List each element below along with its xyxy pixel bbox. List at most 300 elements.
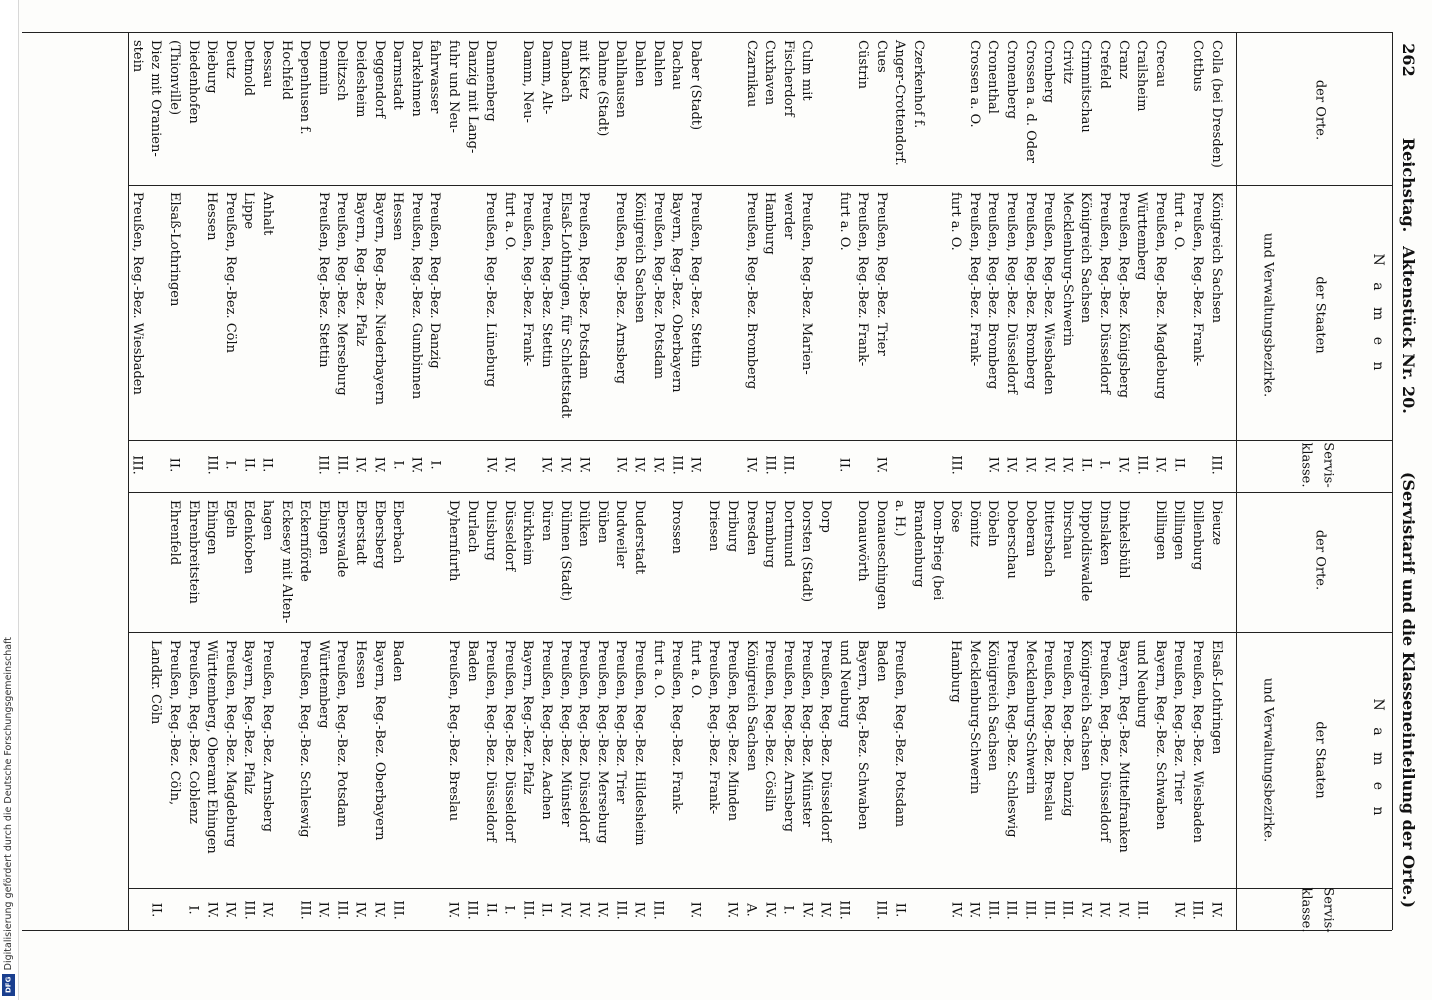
right-table-staat-17: Preußen, Reg.-Bez. Potsdam bbox=[892, 640, 908, 828]
left-table-ort-37: Damm, Neu- bbox=[520, 40, 536, 123]
right-table-staat-47: Preußen, Reg.-Bez. Potsdam bbox=[334, 640, 350, 828]
right-table-staat-1: Preußen, Reg.-Bez. Wiesbaden bbox=[1189, 640, 1205, 843]
right-table-staat-56: Preußen, Reg.-Bez. Cöln, bbox=[166, 640, 182, 806]
left-table-staat-10: Preußen, Reg.-Bez. Bromberg bbox=[1022, 192, 1038, 390]
left-table-ort-22: Culm mit bbox=[799, 40, 815, 101]
left-table-ort-54: Dieburg bbox=[204, 40, 220, 94]
left-table-staat-8: Mecklenburg-Schwerin bbox=[1059, 192, 1075, 347]
left-table-ort-30: Dahlen bbox=[650, 40, 666, 87]
right-table-staat-39: Preußen, Reg.-Bez. Düsseldorf bbox=[483, 640, 499, 842]
right-table-staat-34: Preußen, Reg.-Bez. Düsseldorf bbox=[576, 640, 592, 842]
digitization-note: Digitalisierung gefördert durch die Deutsche Forschungsgemeinschaft bbox=[3, 636, 14, 970]
header-subtitle: (Servistarif und die Klasseneinteilung der Orte.) bbox=[1399, 471, 1418, 909]
right-table-ort-37: Dürkheim bbox=[520, 500, 536, 566]
right-table-staat-35: Preußen, Reg.-Bez. Münster bbox=[557, 640, 573, 827]
left-table-ort-24: Cuxhaven bbox=[762, 40, 778, 106]
left-table-staat-20: furt a. O. bbox=[836, 192, 852, 251]
right-table-staat-29: Preußen, Reg.-Bez. Frank- bbox=[669, 640, 685, 815]
right-table-ort-33: Düben bbox=[594, 500, 610, 544]
left-table-staat-47: Preußen, Reg.-Bez. Merseburg bbox=[334, 192, 350, 396]
header-title: Reichstag. bbox=[1399, 137, 1418, 233]
left-table-staat-52: Lippe bbox=[241, 192, 257, 230]
left-table-klasse-54: III. bbox=[204, 455, 220, 475]
right-table-klasse-39: II. bbox=[483, 902, 499, 918]
left-table-staat-7: Königreich Sachsen bbox=[1078, 192, 1094, 323]
right-table-ort-55: Ehrenbreitstein bbox=[185, 500, 201, 604]
left-table-staat-6: Preußen, Reg.-Bez. Düsseldorf bbox=[1096, 192, 1112, 394]
left-table-ort-1: Cottbus bbox=[1189, 40, 1205, 92]
right-table-ort-5: Dinkelsbühl bbox=[1115, 500, 1131, 579]
left-table-klasse-11: IV. bbox=[1003, 456, 1019, 474]
header-servis-right-2: klasse. bbox=[1298, 887, 1314, 933]
right-table-klasse-8: III. bbox=[1059, 900, 1075, 920]
left-table-staat-4: Württemberg bbox=[1134, 192, 1150, 281]
left-table-ort-13: Crossen a. O. bbox=[966, 40, 982, 128]
left-table-ort-56: (Thionville) bbox=[166, 40, 182, 116]
right-table-klasse-35: IV. bbox=[557, 901, 573, 919]
right-table-ort-56: Ehrenfeld bbox=[166, 500, 182, 566]
left-table-ort-16: Czerkenhof f. bbox=[910, 40, 926, 129]
left-table-klasse-2: II. bbox=[1171, 457, 1187, 473]
right-table-staat-36: Preußen, Reg.-Bez. Aachen bbox=[538, 640, 554, 820]
left-table-ort-42: fahrwasser bbox=[427, 40, 443, 114]
right-table-klasse-21: IV. bbox=[817, 901, 833, 919]
right-table-staat-53: Preußen, Reg.-Bez. Magdeburg bbox=[222, 640, 238, 848]
left-table-klasse-31: IV. bbox=[631, 456, 647, 474]
right-table-ort-3: Dillingen bbox=[1152, 500, 1168, 560]
left-table-staat-42: Preußen, Reg.-Bez. Danzig bbox=[427, 192, 443, 369]
right-table-klasse-23: I. bbox=[780, 905, 796, 915]
left-table-ort-8: Crivitz bbox=[1059, 40, 1075, 84]
left-table-ort-29: Dachau bbox=[669, 40, 685, 90]
header-rule-right bbox=[1392, 32, 1393, 930]
right-table-ort-2: Dillingen bbox=[1171, 500, 1187, 560]
right-table-klasse-51: IV. bbox=[259, 901, 275, 919]
left-table-klasse-12: IV. bbox=[985, 456, 1001, 474]
left-table-klasse-20: II. bbox=[836, 457, 852, 473]
right-table-klasse-49: III. bbox=[297, 900, 313, 920]
left-table-ort-18: Cues bbox=[873, 40, 889, 73]
right-table-klasse-47: III. bbox=[334, 900, 350, 920]
right-table-klasse-2: IV. bbox=[1171, 901, 1187, 919]
left-table-staat-54: Hessen bbox=[204, 192, 220, 241]
right-table-ort-7: Dippoldiswalde bbox=[1078, 500, 1094, 602]
header-column-separator-2 bbox=[1236, 32, 1237, 930]
right-table-staat-44: Baden bbox=[390, 640, 406, 682]
left-table-staat-1: Preußen, Reg.-Bez. Frank- bbox=[1189, 192, 1205, 367]
right-table-staat-5: Bayern, Reg.-Bez. Mittelfranken bbox=[1115, 640, 1131, 853]
right-table-staat-57: Landkr. Cöln bbox=[148, 640, 164, 725]
right-table-klasse-31: IV. bbox=[631, 901, 647, 919]
right-table-staat-49: Preußen, Reg.-Bez. Schleswig bbox=[297, 640, 313, 838]
header-servis-right-1: Servis- bbox=[1320, 887, 1336, 933]
right-table-klasse-20: III. bbox=[836, 900, 852, 920]
right-table-klasse-46: IV. bbox=[352, 901, 368, 919]
left-table-klasse-39: IV. bbox=[483, 456, 499, 474]
left-table-klasse-9: IV. bbox=[1041, 456, 1057, 474]
page-number: 262 bbox=[1399, 43, 1418, 77]
left-table-klasse-28: IV. bbox=[687, 456, 703, 474]
right-table-ort-40: Durlach bbox=[464, 500, 480, 553]
left-table-staat-48: Preußen, Reg.-Bez. Stettin bbox=[315, 192, 331, 368]
right-table-klasse-1: III. bbox=[1189, 900, 1205, 920]
left-table-klasse-3: IV. bbox=[1152, 456, 1168, 474]
right-table-klasse-53: IV. bbox=[222, 901, 238, 919]
right-table-ort-36: Düren bbox=[538, 500, 554, 542]
right-table-staat-11: Preußen, Reg.-Bez. Schleswig bbox=[1003, 640, 1019, 838]
right-table-ort-26: Driburg bbox=[724, 500, 740, 553]
left-table-ort-9: Cronberg bbox=[1041, 40, 1057, 103]
right-table-staat-55: Preußen, Reg.-Bez. Coblenz bbox=[185, 640, 201, 824]
right-table-klasse-10: III. bbox=[1022, 900, 1038, 920]
right-table-klasse-0: IV. bbox=[1208, 901, 1224, 919]
left-table-ort-57: Diez mit Oranien- bbox=[148, 40, 164, 157]
right-table-ort-1: Dillenburg bbox=[1189, 500, 1205, 571]
left-table-klasse-23: III. bbox=[780, 455, 796, 475]
digitization-sidebar bbox=[0, 0, 19, 1000]
left-table-staat-58: Preußen, Reg.-Bez. Wiesbaden bbox=[129, 192, 145, 395]
right-table-klasse-44: III. bbox=[390, 900, 406, 920]
right-table-ort-10: Doberan bbox=[1022, 500, 1038, 557]
right-col-rule-ort bbox=[128, 632, 1392, 633]
right-table-ort-39: Duisburg bbox=[483, 500, 499, 561]
right-table-klasse-25: A. bbox=[743, 903, 759, 917]
left-table-ort-58: stein bbox=[129, 40, 145, 73]
right-table-staat-7: Königreich Sachsen bbox=[1078, 640, 1094, 771]
right-table-klasse-55: I. bbox=[185, 905, 201, 915]
left-table-klasse-30: IV. bbox=[650, 456, 666, 474]
right-table-ort-50: Eckesey mit Alten- bbox=[278, 500, 294, 624]
left-table-klasse-52: II. bbox=[241, 457, 257, 473]
left-table-ort-44: Darmstadt bbox=[390, 40, 406, 110]
right-table-staat-33: Preußen, Reg.-Bez. Merseburg bbox=[594, 640, 610, 844]
left-table-staat-39: Preußen, Reg.-Bez. Lüneburg bbox=[483, 192, 499, 388]
right-table-klasse-26: IV. bbox=[724, 901, 740, 919]
left-table-klasse-18: IV. bbox=[873, 456, 889, 474]
left-table-staat-32: Preußen, Reg.-Bez. Arnsberg bbox=[613, 192, 629, 384]
right-table-ort-44: Eberbach bbox=[390, 500, 406, 564]
right-table-ort-35: Dülmen (Stadt) bbox=[557, 500, 573, 602]
right-table-staat-41: Preußen, Reg.-Bez. Breslau bbox=[445, 640, 461, 822]
right-table-staat-6: Preußen, Reg.-Bez. Düsseldorf bbox=[1096, 640, 1112, 842]
left-table-ort-49: Depenhusen f. bbox=[297, 40, 313, 135]
left-table-ort-47: Delitzsch bbox=[334, 40, 350, 101]
right-table-klasse-7: IV. bbox=[1078, 901, 1094, 919]
left-table-staat-46: Bayern, Reg.-Bez. Pfalz bbox=[352, 192, 368, 347]
header-namen-right: N a m e n bbox=[1370, 698, 1386, 822]
right-table-staat-25: Königreich Sachsen bbox=[743, 640, 759, 771]
right-table-klasse-9: III. bbox=[1041, 900, 1057, 920]
left-table-klasse-36: IV. bbox=[538, 456, 554, 474]
right-table-ort-18: Donaueschingen bbox=[873, 500, 889, 610]
left-table-staat-29: Bayern, Reg.-Bez. Oberbayern bbox=[669, 192, 685, 393]
right-table-staat-20: und Neuburg bbox=[836, 640, 852, 728]
left-table-klasse-58: III. bbox=[129, 455, 145, 475]
right-table-ort-15: Dom-Brieg (bei bbox=[929, 500, 945, 601]
left-table-ort-45: Deggendorf bbox=[371, 40, 387, 118]
left-table-staat-31: Königreich Sachsen bbox=[631, 192, 647, 323]
left-table-ort-34: mit Kietz bbox=[576, 40, 592, 100]
right-table-staat-24: Preußen, Reg.-Bez. Cöslin bbox=[762, 640, 778, 812]
left-table-staat-51: Anhalt bbox=[259, 192, 275, 236]
right-table-ort-46: Eberstadt bbox=[352, 500, 368, 565]
right-table-klasse-52: III. bbox=[241, 900, 257, 920]
right-table-klasse-45: IV. bbox=[371, 901, 387, 919]
right-table-staat-27: Preußen, Reg.-Bez. Frank- bbox=[706, 640, 722, 815]
header-servis-left-1: Servis- bbox=[1320, 442, 1336, 488]
left-table-klasse-44: I. bbox=[390, 460, 406, 470]
right-table-staat-0: Elsaß-Lothringen bbox=[1208, 640, 1224, 755]
left-table-staat-24: Hamburg bbox=[762, 192, 778, 255]
right-table-klasse-4: III. bbox=[1134, 900, 1150, 920]
header-document-number: Aktenstück Nr. 20. bbox=[1399, 246, 1418, 414]
right-table-ort-14: Döse bbox=[948, 500, 964, 533]
left-table-ort-39: Dannenberg bbox=[483, 40, 499, 122]
header-servis-left-2: klasse. bbox=[1298, 442, 1314, 488]
left-table-ort-11: Cronenberg bbox=[1003, 40, 1019, 119]
left-table-staat-19: Preußen, Reg.-Bez. Frank- bbox=[855, 192, 871, 367]
left-table-staat-11: Preußen, Reg.-Bez. Düsseldorf bbox=[1003, 192, 1019, 394]
dfg-logo-icon: DFG bbox=[2, 974, 15, 996]
left-table-staat-14: furt a. O. bbox=[948, 192, 964, 251]
right-table-klasse-17: II. bbox=[892, 902, 908, 918]
right-table-ort-54: Ehingen bbox=[204, 500, 220, 555]
right-table-klasse-22: IV. bbox=[799, 901, 815, 919]
left-table-ort-51: Dessau bbox=[259, 40, 275, 88]
right-table-staat-38: Preußen, Reg.-Bez. Düsseldorf bbox=[501, 640, 517, 842]
right-table-staat-30: furt a. O. bbox=[650, 640, 666, 699]
right-table-ort-21: Dorp bbox=[817, 500, 833, 533]
right-table-ort-47: Eberswalde bbox=[334, 500, 350, 578]
top-table-border bbox=[22, 32, 1392, 33]
right-table-staat-19: Bayern, Reg.-Bez. Schwaben bbox=[855, 640, 871, 830]
left-table-klasse-10: IV. bbox=[1022, 456, 1038, 474]
left-table-ort-55: Diedenhofen bbox=[185, 40, 201, 124]
left-table-staat-43: Preußen, Reg.-Bez. Gumbinnen bbox=[408, 192, 424, 400]
left-table-staat-34: Preußen, Reg.-Bez. Potsdam bbox=[576, 192, 592, 380]
bottom-table-border bbox=[22, 930, 1392, 931]
left-table-klasse-51: II. bbox=[259, 457, 275, 473]
right-table-staat-54: Württemberg, Oberamt Ehingen bbox=[204, 640, 220, 854]
right-table-staat-26: Preußen, Reg.-Bez. Minden bbox=[724, 640, 740, 821]
right-table-ort-19: Donauwörth bbox=[855, 500, 871, 582]
right-table-staat-32: Preußen, Reg.-Bez. Trier bbox=[613, 640, 629, 804]
left-table-klasse-45: IV. bbox=[371, 456, 387, 474]
left-table-ort-53: Deutz bbox=[222, 40, 238, 79]
right-table-ort-53: Egeln bbox=[222, 500, 238, 539]
left-table-ort-43: Darkehmen bbox=[408, 40, 424, 117]
right-table-ort-13: Dömitz bbox=[966, 500, 982, 547]
left-table-staat-9: Preußen, Reg.-Bez. Wiesbaden bbox=[1041, 192, 1057, 395]
right-table-klasse-12: III. bbox=[985, 900, 1001, 920]
table-middle-divider bbox=[128, 492, 1392, 493]
left-table-klasse-8: IV. bbox=[1059, 456, 1075, 474]
left-table-staat-45: Bayern, Reg.-Bez. Niederbayern bbox=[371, 192, 387, 406]
left-table-ort-12: Cronenthal bbox=[985, 40, 1001, 114]
right-table-staat-28: furt a. O. bbox=[687, 640, 703, 699]
left-table-klasse-38: IV. bbox=[501, 456, 517, 474]
right-table-klasse-48: IV. bbox=[315, 901, 331, 919]
left-table-staat-38: furt a. O. bbox=[501, 192, 517, 251]
left-table-ort-5: Cranz bbox=[1115, 40, 1131, 80]
right-table-ort-22: Dorsten (Stadt) bbox=[799, 500, 815, 603]
left-table-staat-3: Preußen, Reg.-Bez. Magdeburg bbox=[1152, 192, 1168, 400]
right-table-ort-45: Ebersberg bbox=[371, 500, 387, 569]
right-table-staat-52: Bayern, Reg.-Bez. Pfalz bbox=[241, 640, 257, 795]
right-table-klasse-54: IV. bbox=[204, 901, 220, 919]
right-table-ort-49: Eckernförde bbox=[297, 500, 313, 582]
left-table-ort-25: Czarnikau bbox=[743, 40, 759, 108]
right-table-ort-6: Dinslaken bbox=[1096, 500, 1112, 566]
left-table-staat-2: furt a. O. bbox=[1171, 192, 1187, 251]
right-table-klasse-5: IV. bbox=[1115, 901, 1131, 919]
right-table-klasse-13: IV. bbox=[966, 901, 982, 919]
right-table-klasse-6: IV. bbox=[1096, 901, 1112, 919]
left-table-ort-50: Hochfeld bbox=[278, 40, 294, 100]
left-table-ort-36: Damm, Alt- bbox=[538, 40, 554, 115]
right-table-staat-40: Baden bbox=[464, 640, 480, 682]
left-table-klasse-29: III. bbox=[669, 455, 685, 475]
left-table-klasse-46: IV. bbox=[352, 456, 368, 474]
left-table-staat-56: Elsaß-Lothringen bbox=[166, 192, 182, 307]
left-table-staat-0: Königreich Sachsen bbox=[1208, 192, 1224, 323]
left-table-ort-23: Fischerdorf bbox=[780, 40, 796, 117]
right-table-ort-48: Ebingen bbox=[315, 500, 331, 555]
left-table-klasse-6: I. bbox=[1096, 460, 1112, 470]
left-table-ort-19: Cüstrin bbox=[855, 40, 871, 89]
right-table-ort-0: Dieuze bbox=[1208, 500, 1224, 546]
left-table-klasse-53: I. bbox=[222, 460, 238, 470]
left-table-klasse-4: III. bbox=[1134, 455, 1150, 475]
left-table-klasse-5: IV. bbox=[1115, 456, 1131, 474]
right-table-staat-12: Königreich Sachsen bbox=[985, 640, 1001, 771]
right-table-staat-48: Württemberg bbox=[315, 640, 331, 729]
left-table-staat-44: Hessen bbox=[390, 192, 406, 241]
left-table-staat-53: Preußen, Reg.-Bez. Cöln bbox=[222, 192, 238, 354]
right-col-rule-staat bbox=[128, 888, 1392, 889]
left-table-klasse-48: III. bbox=[315, 455, 331, 475]
header-verwaltung-right: und Verwaltungsbezirke. bbox=[1260, 677, 1276, 843]
right-table-klasse-32: III. bbox=[613, 900, 629, 920]
right-table-klasse-40: III. bbox=[464, 900, 480, 920]
left-table-ort-6: Crefeld bbox=[1096, 40, 1112, 89]
left-table-ort-35: Dambach bbox=[557, 40, 573, 103]
left-table-klasse-43: IV. bbox=[408, 456, 424, 474]
left-table-ort-52: Detmold bbox=[241, 40, 257, 96]
right-table-klasse-11: III. bbox=[1003, 900, 1019, 920]
right-table-staat-45: Bayern, Reg.-Bez. Oberbayern bbox=[371, 640, 387, 841]
right-table-ort-52: Edenkoben bbox=[241, 500, 257, 574]
left-table-staat-12: Preußen, Reg.-Bez. Bromberg bbox=[985, 192, 1001, 390]
right-table-ort-29: Drossen bbox=[669, 500, 685, 554]
right-table-ort-32: Dudweiler bbox=[613, 500, 629, 569]
left-table-staat-35: Elsaß-Lothringen, für Schlettstadt bbox=[557, 192, 573, 419]
left-table-staat-22: Preußen, Reg.-Bez. Marien- bbox=[799, 192, 815, 375]
table-bottom-rule-left bbox=[128, 32, 129, 930]
right-table-ort-12: Döbeln bbox=[985, 500, 1001, 547]
left-table-ort-7: Crimmitschau bbox=[1078, 40, 1094, 133]
right-table-klasse-14: IV. bbox=[948, 901, 964, 919]
right-table-klasse-57: II. bbox=[148, 902, 164, 918]
right-table-klasse-36: II. bbox=[538, 902, 554, 918]
left-table-klasse-14: III. bbox=[948, 455, 964, 475]
right-table-ort-8: Dirschau bbox=[1059, 500, 1075, 560]
right-table-staat-51: Preußen, Reg.-Bez. Arnsberg bbox=[259, 640, 275, 832]
right-table-ort-16: Brandenburg bbox=[910, 500, 926, 588]
left-table-klasse-47: III. bbox=[334, 455, 350, 475]
right-table-klasse-30: III. bbox=[650, 900, 666, 920]
left-table-staat-25: Preußen, Reg.-Bez. Bromberg bbox=[743, 192, 759, 390]
left-table-klasse-56: II. bbox=[166, 457, 182, 473]
right-table-klasse-38: I. bbox=[501, 905, 517, 915]
right-table-ort-11: Doberschau bbox=[1003, 500, 1019, 579]
left-table-staat-30: Preußen, Reg.-Bez. Potsdam bbox=[650, 192, 666, 380]
right-table-staat-21: Preußen, Reg.-Bez. Düsseldorf bbox=[817, 640, 833, 842]
right-table-staat-2: Preußen, Reg.-Bez. Trier bbox=[1171, 640, 1187, 804]
left-table-ort-0: Colla (bei Dresden) bbox=[1208, 40, 1224, 168]
left-table-staat-36: Preußen, Reg.-Bez. Stettin bbox=[538, 192, 554, 368]
left-table-ort-48: Demmin bbox=[315, 40, 331, 96]
right-table-staat-8: Preußen, Reg.-Bez. Danzig bbox=[1059, 640, 1075, 817]
right-table-ort-9: Dittersbach bbox=[1041, 500, 1057, 578]
left-table-klasse-25: IV. bbox=[743, 456, 759, 474]
left-table-ort-10: Crossen a. d. Oder bbox=[1022, 40, 1038, 164]
left-table-ort-33: Dahme (Stadt) bbox=[594, 40, 610, 137]
left-table-klasse-32: IV. bbox=[613, 456, 629, 474]
right-table-ort-51: hagen bbox=[259, 500, 275, 541]
right-table-ort-17: a. H.) bbox=[892, 500, 908, 537]
left-col-rule-staat-head bbox=[128, 440, 1392, 441]
right-table-ort-25: Dresden bbox=[743, 500, 759, 556]
right-table-ort-38: Düsseldorf bbox=[501, 500, 517, 572]
right-table-staat-13: Mecklenburg-Schwerin bbox=[966, 640, 982, 795]
right-table-staat-10: Mecklenburg-Schwerin bbox=[1022, 640, 1038, 795]
right-table-staat-22: Preußen, Reg.-Bez. Münster bbox=[799, 640, 815, 827]
left-table-klasse-24: III. bbox=[762, 455, 778, 475]
left-table-ort-17: Anger-Crottendorf. bbox=[892, 40, 908, 166]
right-table-staat-14: Hamburg bbox=[948, 640, 964, 703]
left-table-ort-41: fuhr und Neu- bbox=[445, 40, 461, 133]
left-table-klasse-34: IV. bbox=[576, 456, 592, 474]
header-namen-left: N a m e n bbox=[1370, 253, 1386, 377]
right-table-staat-37: Bayern, Reg.-Bez. Pfalz bbox=[520, 640, 536, 795]
left-table-klasse-7: II. bbox=[1078, 457, 1094, 473]
left-table-ort-4: Crailsheim bbox=[1134, 40, 1150, 112]
right-table-klasse-41: IV. bbox=[445, 901, 461, 919]
left-table-ort-46: Deidesheim bbox=[352, 40, 368, 118]
right-table-ort-27: Driesen bbox=[706, 500, 722, 552]
left-table-staat-23: werder bbox=[780, 192, 796, 240]
right-table-klasse-33: IV. bbox=[594, 901, 610, 919]
right-table-klasse-28: IV. bbox=[687, 901, 703, 919]
right-table-staat-4: und Neuburg bbox=[1134, 640, 1150, 728]
header-orte-left: der Orte. bbox=[1312, 79, 1328, 141]
left-table-staat-5: Preußen, Reg.-Bez. Königsberg bbox=[1115, 192, 1131, 398]
right-table-klasse-34: IV. bbox=[576, 901, 592, 919]
header-verwaltung-left: und Verwaltungsbezirke. bbox=[1260, 232, 1276, 398]
right-table-ort-31: Duderstadt bbox=[631, 500, 647, 575]
header-orte-right: der Orte. bbox=[1312, 529, 1328, 591]
left-table-ort-31: Dahlen bbox=[631, 40, 647, 87]
left-table-ort-32: Dahlhausen bbox=[613, 40, 629, 118]
right-table-staat-23: Preußen, Reg.-Bez. Arnsberg bbox=[780, 640, 796, 832]
left-table-klasse-0: III. bbox=[1208, 455, 1224, 475]
left-table-ort-3: Crecau bbox=[1152, 40, 1168, 88]
right-table-staat-31: Preußen, Reg.-Bez. Hildesheim bbox=[631, 640, 647, 846]
header-staaten-right: der Staaten bbox=[1312, 721, 1328, 799]
left-table-staat-37: Preußen, Reg.-Bez. Frank- bbox=[520, 192, 536, 367]
left-table-klasse-35: IV. bbox=[557, 456, 573, 474]
